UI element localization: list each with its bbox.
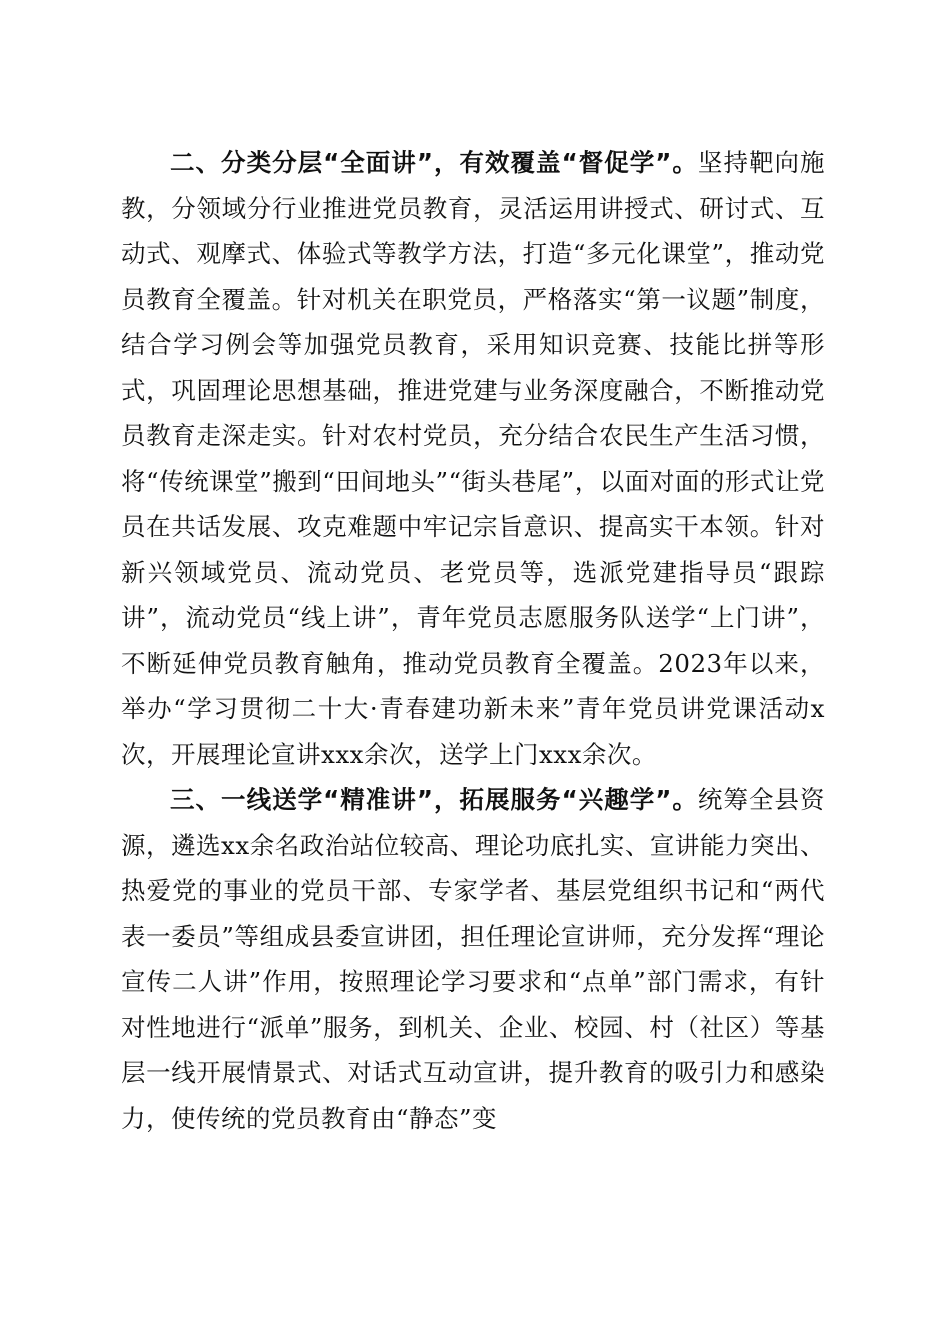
- paragraph-section-two: [121, 140, 825, 777]
- section-heading: 三、一线送学“精准讲”，拓展服务“兴趣学”。: [170, 785, 698, 814]
- paragraph-text: 统筹全县资源，遴选xx余名政治站位较高、理论功底扎实、宣讲能力突出、热爱党的事业的党员干部、专家学者、基层党组织书记和“两代表一委员”等组成县委宣讲团，担任理论宣讲师，充分发挥“理论宣传二人讲”作用，按照理论学习要求和“点单”部门需求，有针对性地进行“派单”服务，到机关、企业、校园、村（社区）等基层一线开展情景式、对话式互动宣讲，提升教育的吸引力和感染力，使传统的党员教育由“静态”变: [121, 785, 826, 1133]
- paragraph-text: 坚持靶向施教，分领域分行业推进党员教育，灵活运用讲授式、研讨式、互动式、观摩式、体验式等教学方法，打造“多元化课堂”，推动党员教育全覆盖。针对机关在职党员，严格落实“第一议题”制度，结合学习例会等加强党员教育，采用知识竞赛、技能比拼等形式，巩固理论思想基础，推进党建与业务深度融合，不断推动党员教育走深走实。针对农村党员，充分结合农民生产生活习惯，将“传统课堂”搬到“田间地头”“街头巷尾”，以面对面的形式让党员在共话发展、攻克难题中牢记宗旨意识、提高实干本领。针对新兴领域党员、流动党员、老党员等，选派党建指导员“跟踪讲”，流动党员“线上讲”，青年党员志愿服务队送学“上门讲”，不断延伸党员教育触角，推动党员教育全覆盖。2023年以来，举办“学习贯彻二十大·青春建功新未来”青年党员讲党课活动x次，开展理论宣讲xxx余次，送学上门xxx余次。: [121, 148, 826, 769]
- document-body: [121, 140, 825, 1141]
- section-heading: 二、分类分层“全面讲”，有效覆盖“督促学”。: [170, 148, 698, 177]
- paragraph-section-three: [121, 777, 825, 1141]
